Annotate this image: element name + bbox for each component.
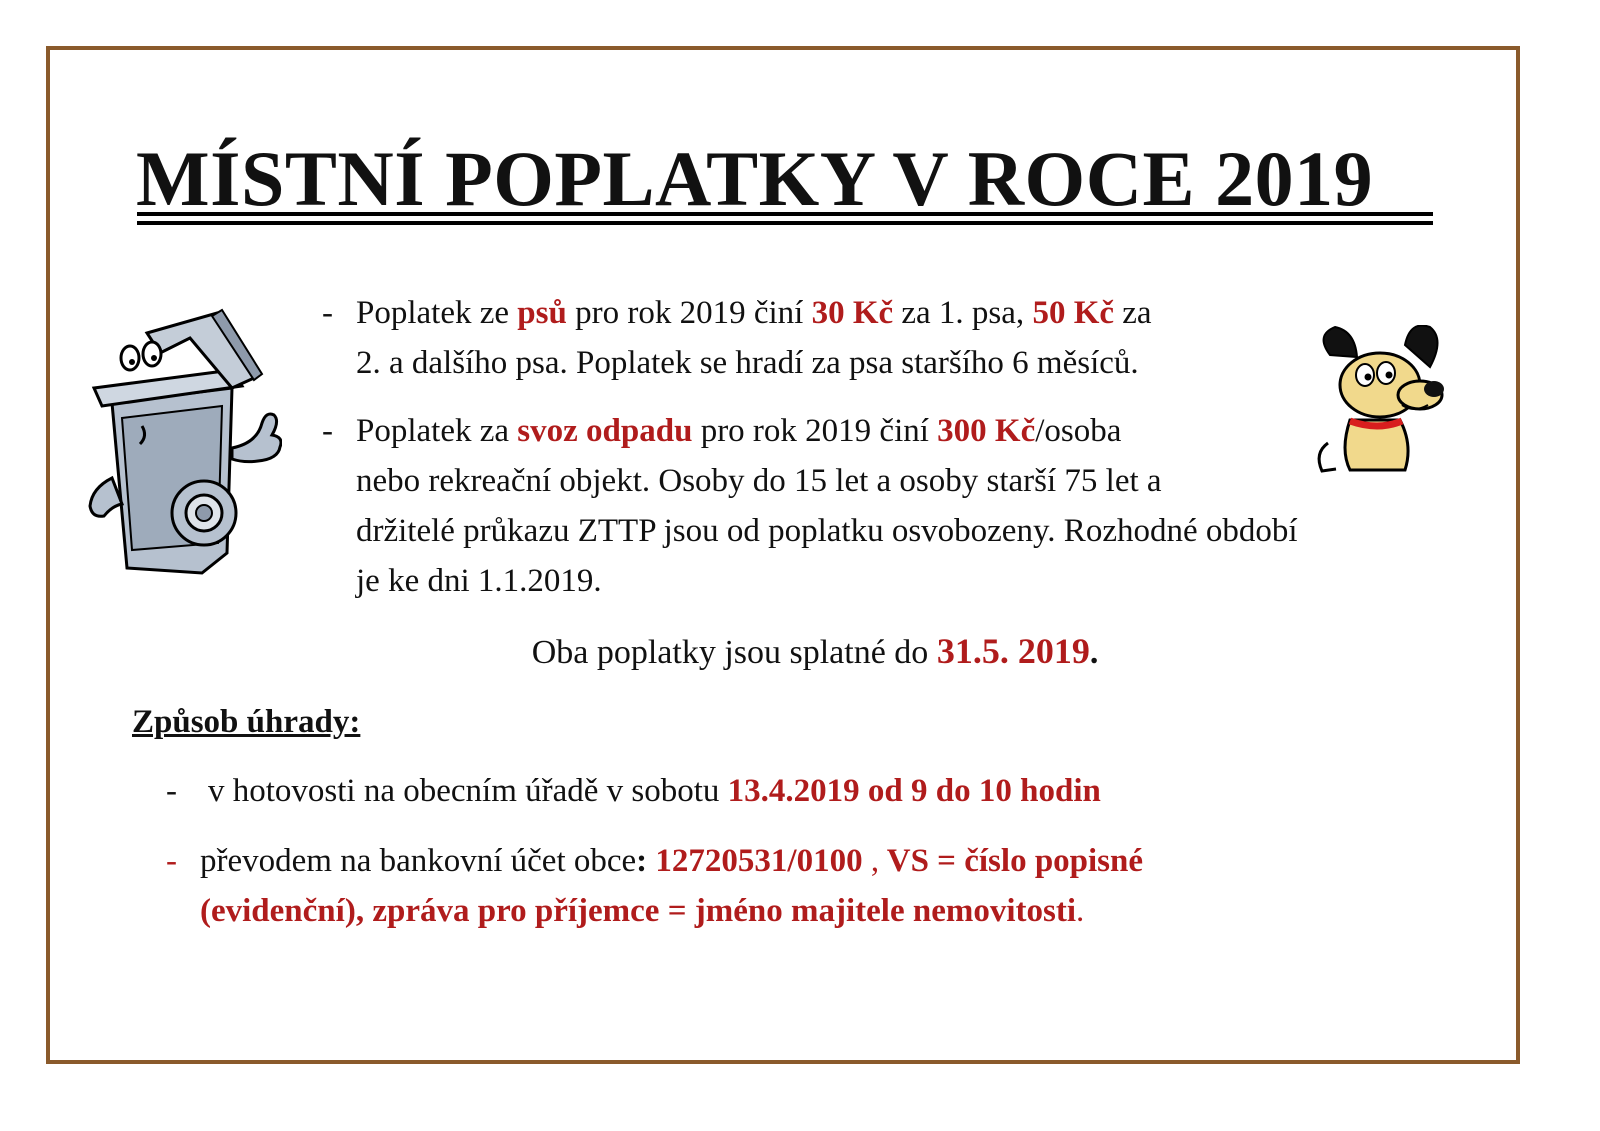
payment-cash-item — [166, 766, 1101, 816]
due-date: 31.5. 2019 — [936, 631, 1090, 671]
waste-amount: 300 Kč — [937, 413, 1036, 449]
waste-label: svoz odpadu — [517, 413, 693, 449]
fee-waste-line-4: je ke dni 1.1.2019. — [356, 563, 602, 599]
variable-symbol: VS = číslo popisné — [879, 843, 1144, 879]
fee-dogs-item — [322, 288, 1152, 388]
payment-bank-line-2: (evidenční), zpráva pro příjemce = jméno majitele nemovitosti. — [200, 893, 1085, 929]
payment-bank-line-1: převodem na bankovní účet obce: 12720531/0100 , VS = číslo popisné — [200, 843, 1144, 879]
fee-waste-line-1: Poplatek za svoz odpadu pro rok 2019 činí 300 Kč/osoba — [356, 413, 1122, 449]
list-dash: - — [322, 295, 333, 331]
list-dash: - — [166, 773, 177, 809]
dogs-label: psů — [517, 295, 567, 331]
page-title: MÍSTNÍ POPLATKY V ROCE 2019 — [136, 135, 1374, 222]
fee-dogs-line-1: Poplatek ze psů pro rok 2019 činí 30 Kč za 1. psa, 50 Kč za — [356, 295, 1152, 331]
second-dog-amount: 50 Kč — [1032, 295, 1115, 331]
fee-waste-item — [322, 406, 1298, 606]
due-date-line: Oba poplatky jsou splatné do 31.5. 2019. — [531, 631, 1099, 671]
title-underline-second — [137, 221, 1433, 225]
fee-waste-line-2: nebo rekreační objekt. Osoby do 15 let a osoby starší 75 let a — [356, 463, 1162, 499]
payment-message: (evidenční), zpráva pro příjemce = jméno majitele nemovitosti — [200, 893, 1076, 929]
first-dog-amount: 30 Kč — [811, 295, 894, 331]
cash-payment-time: 13.4.2019 od 9 do 10 hodin — [727, 773, 1101, 809]
list-dash: - — [322, 413, 333, 449]
payment-bank-item — [166, 836, 1143, 936]
payment-cash-line: v hotovosti na obecním úřadě v sobotu 13.4.2019 od 9 do 10 hodin — [208, 773, 1101, 809]
dog-mascot-icon — [1310, 325, 1450, 480]
payment-heading: Způsob úhrady: — [132, 704, 361, 740]
list-dash: - — [166, 843, 177, 879]
trash-bin-mascot-icon — [82, 308, 282, 590]
fee-dogs-line-2: 2. a dalšího psa. Poplatek se hradí za psa staršího 6 měsíců. — [356, 345, 1139, 381]
bank-account-number: 12720531/0100 — [655, 843, 863, 879]
fee-waste-line-3: držitelé průkazu ZTTP jsou od poplatku osvobozeny. Rozhodné období — [356, 513, 1298, 549]
title-underline — [137, 212, 1433, 216]
